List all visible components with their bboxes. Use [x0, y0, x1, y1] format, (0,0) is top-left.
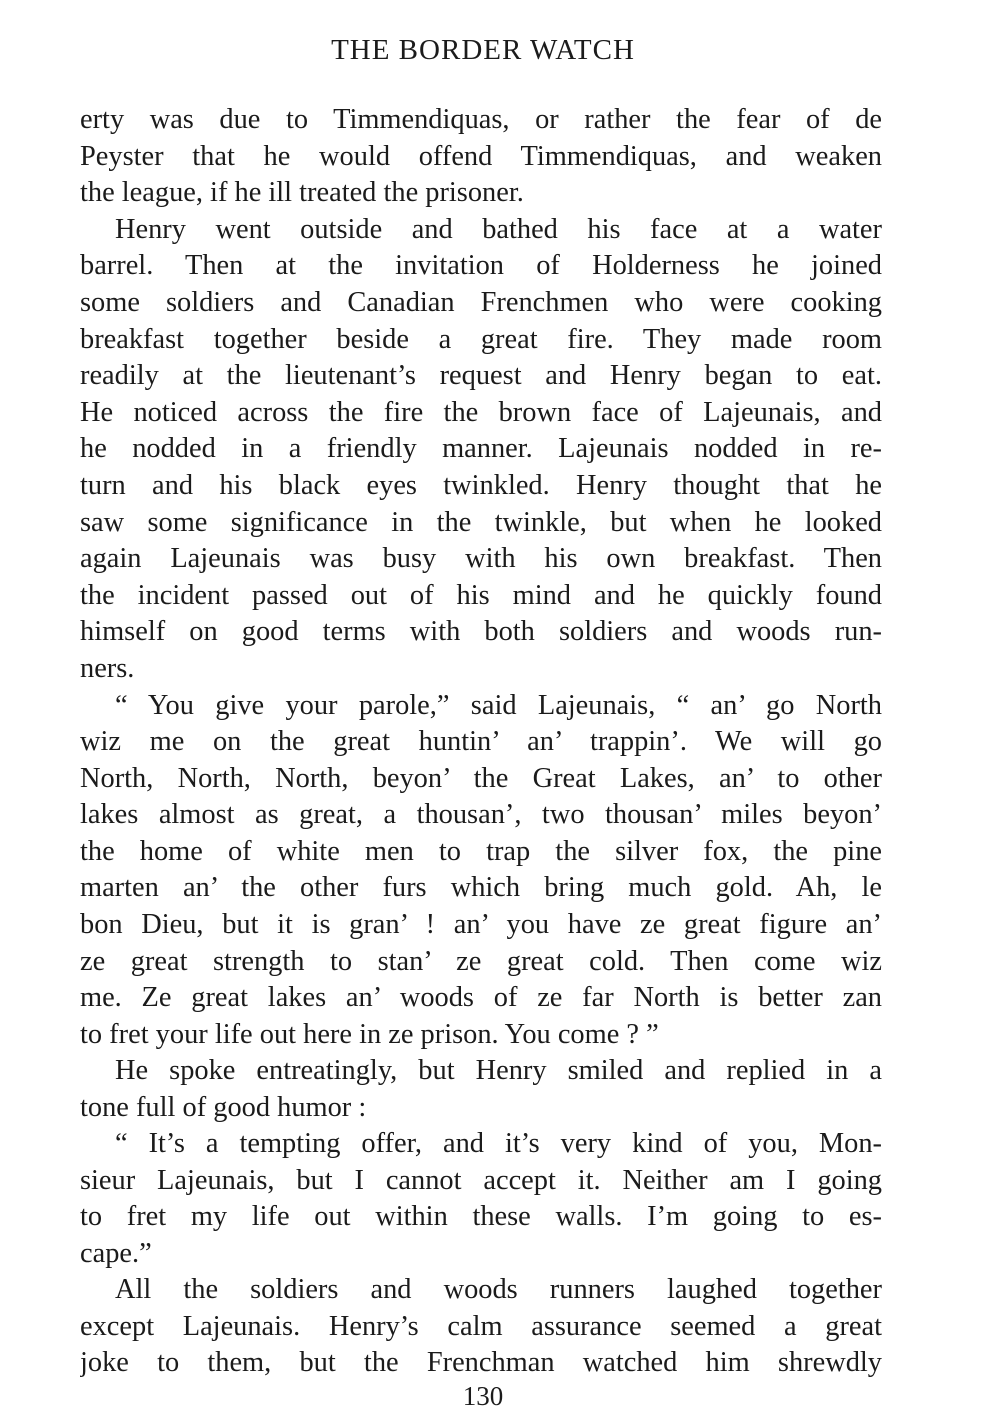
text-line: to fret your life out here in ze prison. You come ? ” — [80, 1019, 659, 1050]
text-line: ze great strength to stan’ ze great cold. Then come wiz — [80, 946, 882, 977]
text-line: erty was due to Timmendiquas, or rather the fear of de — [80, 104, 882, 135]
text-line: again Lajeunais was busy with his own breakfast. Then — [80, 543, 882, 574]
text-line: breakfast together beside a great fire. They made room — [80, 324, 882, 355]
text-line: barrel. Then at the invitation of Holderness he joined — [80, 250, 882, 281]
text-line: the home of white men to trap the silver fox, the pine — [80, 836, 882, 867]
text-line: He noticed across the fire the brown face of Lajeunais, and — [80, 397, 882, 428]
text-line: North, North, North, beyon’ the Great Lakes, an’ to other — [80, 763, 882, 794]
text-line: he nodded in a friendly manner. Lajeunais nodded in re- — [80, 433, 882, 464]
text-line: the league, if he ill treated the prisoner. — [80, 177, 524, 208]
text-line: readily at the lieutenant’s request and Henry began to eat. — [80, 360, 882, 391]
running-title: THE BORDER WATCH — [331, 34, 635, 66]
text-line: cape.” — [80, 1238, 152, 1269]
paragraph-first-line: “ It’s a tempting offer, and it’s very kind of you, Mon- — [115, 1128, 882, 1159]
paragraph-first-line: He spoke entreatingly, but Henry smiled and replied in a — [115, 1055, 882, 1086]
paragraph-first-line: Henry went outside and bathed his face at a water — [115, 214, 882, 245]
text-line: joke to them, but the Frenchman watched him shrewdly — [80, 1347, 882, 1378]
text-line: ners. — [80, 653, 135, 684]
paragraph-first-line: All the soldiers and woods runners laughed together — [115, 1274, 882, 1305]
text-line: saw some significance in the twinkle, but when he looked — [80, 507, 882, 538]
text-line: lakes almost as great, a thousan’, two thousan’ miles beyon’ — [80, 799, 882, 830]
text-line: marten an’ the other furs which bring much gold. Ah, le — [80, 872, 882, 903]
text-line: to fret my life out within these walls. I’m going to es- — [80, 1201, 882, 1232]
text-line: himself on good terms with both soldiers and woods run- — [80, 616, 882, 647]
text-line: turn and his black eyes twinkled. Henry thought that he — [80, 470, 882, 501]
text-line: wiz me on the great huntin’ an’ trappin’. We will go — [80, 726, 882, 757]
text-line: some soldiers and Canadian Frenchmen who were cooking — [80, 287, 882, 318]
text-line: bon Dieu, but it is gran’ ! an’ you have ze great figure an’ — [80, 909, 882, 940]
text-line: tone full of good humor : — [80, 1092, 367, 1123]
paragraph-first-line: “ You give your parole,” said Lajeunais, “ an’ go North — [115, 690, 882, 721]
text-line: Peyster that he would offend Timmendiquas, and weaken — [80, 141, 882, 172]
page-number: 130 — [462, 1381, 504, 1411]
text-line: the incident passed out of his mind and he quickly found — [80, 580, 882, 611]
text-line: me. Ze great lakes an’ woods of ze far North is better zan — [80, 982, 882, 1013]
text-line: except Lajeunais. Henry’s calm assurance seemed a great — [80, 1311, 882, 1342]
text-line: sieur Lajeunais, but I cannot accept it. Neither am I going — [80, 1165, 882, 1196]
